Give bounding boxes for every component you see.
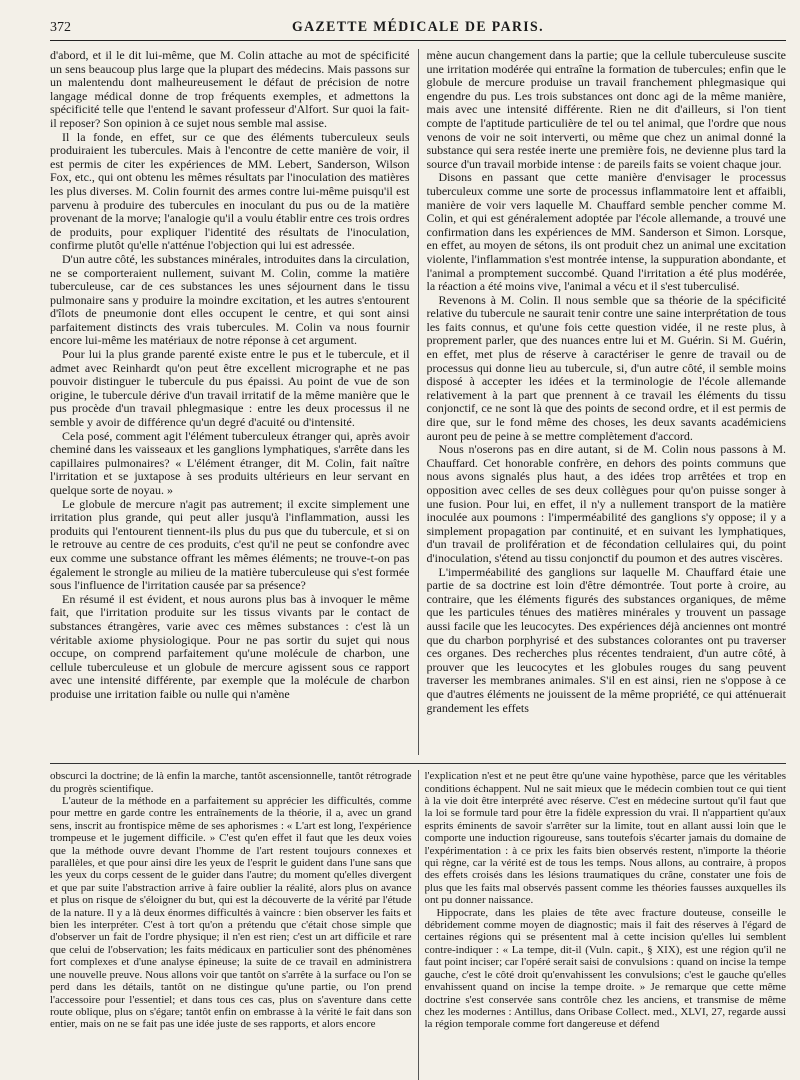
- paragraph: d'abord, et il le dit lui-même, que M. Colin attache au mot de spécificité un sens beaucoup plus large que la plupart des médecins. Mais passons sur un malentendu dont malheureusement le défaut de précision de notre langage médical donne de trop fréquents exemples, et admettons la spécificité telle que l'entend le savant professeur d'Alfort. Sur quoi la fait-il reposer? Son opinion à ce sujet nous semble mal assise.: [50, 49, 410, 130]
- column-rule: [418, 770, 419, 1080]
- paragraph: Cela posé, comment agit l'élément tuberculeux étranger qui, après avoir cheminé dans les vaisseaux et les ganglions lymphatiques, s'arrête dans les capillaires pulmonaires? « L'élément étranger, dit M. Colin, fait naître l'irritation et se juxtapose à ses produits ultérieurs en leur servant en quelque sorte de noyau. »: [50, 428, 410, 497]
- paragraph: L'imperméabilité des ganglions sur laquelle M. Chauffard étaie une partie de sa doctrine est loin d'être démontrée. Tout porte à croire, au contraire, que les éléments figurés des substances organiques, de même que les particules ténues des matières minérales y trouvent un passage aussi facile que les leucocytes. Des expériences déjà anciennes ont montré que du charbon porphyrisé et des substances colorantes ont pu traverser ces organes. Des recherches plus récentes tendraient, d'un autre côté, à prouver que les leucocytes et les globules rouges du sang peuvent traverser les membranes animales. S'il en est ainsi, rien ne s'oppose à ce que d'autres éléments ne jouissent de la même propriété, ce qui atténuerait grandement les effets: [426, 564, 786, 715]
- paragraph: l'explication n'est et ne peut être qu'une vaine hypothèse, parce que les véritables conditions échappent. Nul ne sait mieux que le médecin combien tout ce qui tient à la vie doit être interprété avec réserve. C'est en médecine surtout qu'il faut que la loi se formule tard pour être la fidèle expression du vrai. Il n'appartient qu'aux esprits éminents de savoir s'arrêter sur la limite, tout en allant aussi loin que le comporte une induction rigoureuse, sans toutefois s'écarter jamais du domaine de l'expérimentation : à ce prix les faits bien observés restent, n'importe la théorie qui règne, car la vérité est de tous les temps. Nous allons, au contraire, à propos des effets croisés dans les lésions traumatiques du crâne, constater une fois de plus que les faits mal observés passent comme les théories fausses auxquelles ils ont pu donner naissance.: [424, 770, 786, 907]
- feuilleton: [50, 770, 786, 1080]
- paragraph: Il la fonde, en effet, sur ce que des éléments tuberculeux seuls produiraient les tubercules. Mais à l'encontre de cette manière de voir, il est permis de citer les expériences de MM. Lebert, Sanderson, Wilson Fox, etc., qui ont obtenu les mêmes résultats par l'inoculation des matières les plus diverses. M. Colin fournit des armes contre lui-même puisqu'il est parvenu à produire des tubercules en inoculant du pus ou de la matière provenant de la morve; l'analogie qu'il a voulu établir entre ces trois ordres de produits, pour expliquer l'identité des résultats de l'inoculation, confirme plutôt qu'elle n'atténue l'objection qui lui est adressée.: [50, 129, 410, 253]
- paragraph: Pour lui la plus grande parenté existe entre le pus et le tubercule, et il admet avec Reinhardt qu'on peut être excellent micrographe et ne pas pouvoir distinguer le tubercule du pus épaissi. Au point de vue de son origine, le tubercule dérive d'un travail irritatif de la même manière que le pus procède d'un travail phlegmasique : entre les deux processus il ne semble y avoir de différence qu'un degré d'acuité ou d'intensité.: [50, 347, 410, 430]
- bottom-right-column: [425, 770, 787, 1080]
- paragraph: L'auteur de la méthode en a parfaitement su apprécier les difficultés, comme pour mettre en garde contre les entraînements de la théorie, il a, avec un grand sens, inscrit au frontispice même de ses aphorismes : « L'art est long, l'expérience trompeuse et le jugement difficile. » C'est qu'en effet il faut que les deux voies que la méthode ouvre devant l'homme de l'art restent toujours connexes et parallèles, et que pour ainsi dire les yeux de l'esprit le guident dans l'une sans que les yeux du corps cessent de le guider dans l'autre; du moment qu'elles divergent et que par suite l'abstraction arrive à faire oublier la réalité, alors plus on avance et plus on risque de s'éloigner du but, qui est la découverte de la vérité par l'étude de la nature. Il y a là deux énormes difficultés à vaincre : bien observer les faits et bien les interpréter. C'est à tort qu'on a prétendu que c'était chose simple que d'observer un fait de l'ordre physique; il n'en est rien; c'est un art difficile et rare que celui de l'observation; les faits médicaux en particulier sont des phénomènes fort complexes et d'une analyse épineuse; la suite de ce travail en administrera une nouvelle preuve. Nous allons voir que tantôt on s'arrête à la surface ou l'on se perd dans les détails, tantôt on ne distingue qu'une partie, ou l'on prend l'accessoire pour l'essentiel; et dans tous ces cas, plus on s'aventure dans cette route oblique, plus on s'égare; tantôt enfin on embrasse à la vérité le fait dans son entier, mais on ne se fait pas une idée juste de ses rapports, et alors encore: [50, 795, 412, 1031]
- page-number: 372: [50, 20, 71, 35]
- top-right-column: [427, 49, 787, 755]
- paragraph: Nous n'oserons pas en dire autant, si de M. Colin nous passons à M. Chauffard. Cet honorable confrère, en dehors des points communs que nous avons signalés plus haut, a des idées trop arrêtées et trop en opposition avec celles de ses deux collègues pour qu'on puisse songer à une fusion. Pour lui, en effet, il n'y a nullement transport de la matière inoculée aux poumons : l'imperméabilité des ganglions s'y oppose; il y a simplement propagation par continuité, et en suivant les lymphatiques, d'un travail de prolifération et de fécondation cellulaires qui, du point d'inoculation, s'étend au tissu conjonctif du poumon et des autres viscères.: [426, 442, 786, 565]
- paragraph: Le globule de mercure n'agit pas autrement; il excite simplement une irritation plus grande, qui peut aller jusqu'à l'inflammation, aussi les produits qui l'entourent tiennent-ils plus du pus que du tubercule, et si on le retrouve au centre de ces produits, c'est qu'il ne peut se confondre avec eux comme une substance offrant les mêmes éléments; ne trouve-t-on pas également le strongle au milieu de la matière tuberculeuse qui s'est formée sous l'influence de l'irritation causée par sa présence?: [50, 496, 410, 593]
- paragraph: Hippocrate, dans les plaies de tête avec fracture douteuse, conseille le débridement comme moyen de diagnostic; mais il fait des réserves à l'égard de certaines régions qui se présentent mal à cette incision qu'elles lui semblent contre-indiquer : « La tempe, dit-il (Vuln. capit., § XIX), est une région qu'il ne faut point inciser; car l'opéré serait saisi de convulsions : quand on incise la tempe gauche, c'est le côté droit qu'envahissent les convulsions; c'est le gauche qu'elles envahissent quand on incise la tempe droite. » Je remarque que cette même doctrine s'est conservée sans contrôle chez les anciens, et transmise de même chez les modernes : Antillus, dans Oribase Collect. med., XLVI, 27, regarde aussi la région temporale comme fort dangereuse et défend: [424, 906, 786, 1031]
- paragraph: En résumé il est évident, et nous aurons plus bas à invoquer le même fait, que l'irritation produite sur les tissus vivants par le contact de substances étrangères, varie avec ces mêmes substances : c'est là un véritable axiome physiologique. Pour ne pas sortir du sujet qui nous occupe, on comprend parfaitement qu'une molécule de charbon, une cellule tuberculeuse et un globule de mercure agissent sous ce rapport avec une intensité différente, par exemple que la molécule de charbon produise une irritation faible ou nulle qui n'amène: [50, 591, 410, 701]
- top-left-column: [50, 49, 410, 755]
- section-divider: [50, 763, 786, 764]
- running-header: [50, 10, 786, 41]
- paragraph: Revenons à M. Colin. Il nous semble que sa théorie de la spécificité relative du tubercule ne saurait tenir contre une saine interprétation de tous les faits connus, et qu'une fois cette question vidée, il ne reste plus, à proprement parler, que des nuances entre lui et M. Guérin. Si M. Guérin, en effet, met plus de réserve à caractériser le genre de travail ou de processus qui donne lieu au tubercule, si, d'un autre côté, il semble moins disposé à accepter les idées et la terminologie de l'école allemande relativement à la part que prennent à ce travail les éléments du tissu conjonctif, ce ne sont là que des points de second ordre, et il est permis de dire que, sur le fond même des choses, les deux savants académiciens auront peu de peine à se mettre complètement d'accord.: [426, 292, 786, 443]
- paragraph: Disons en passant que cette manière d'envisager le processus tuberculeux comme une sorte de processus inflammatoire lent et affaibli, manière de voir vers laquelle M. Chauffard semble pencher comme M. Colin, et qui est généralement adoptée par l'école allemande, a trouvé une confirmation dans les expériences de MM. Sanderson et Simon. Lorsque, en effet, au moyen de sétons, ils ont produit chez un animal une excitation violente, l'inflammation s'est montrée intense, la suppuration abondante, et l'animal a promptement succombé. Quand l'irritation a été plus modérée, la réaction a été moins vive, l'animal a vécu et il s'est tuberculisé.: [426, 170, 786, 294]
- paragraph: D'un autre côté, les substances minérales, introduites dans la circulation, ne se comporteraient nullement, suivant M. Colin, comme la matière tuberculeuse, car de ces substances les unes séjournent dans le tissu pulmonaire sans y produire la moindre excitation, et les autres s'entourent d'îlots de pneumonie dont elles occupent le centre, et qui sont ainsi parfaitement distincts des vrais tubercules. M. Colin va nous fournir encore lui-même les matériaux de notre réponse à cet argument.: [50, 251, 410, 348]
- top-article: [50, 49, 786, 755]
- paragraph: obscurci la doctrine; de là enfin la marche, tantôt ascensionnelle, tantôt rétrograde du progrès scientifique.: [50, 770, 412, 795]
- column-rule: [418, 49, 419, 755]
- bottom-left-column: [50, 770, 412, 1080]
- journal-title: GAZETTE MÉDICALE DE PARIS.: [292, 19, 544, 35]
- paragraph: mène aucun changement dans la partie; que la cellule tuberculeuse suscite une irritation modérée qui entraîne la formation de tubercules; enfin que le globule de mercure produise un travail franchement phlegmasique qui engendre du pus. Les trois substances ont donc agi de la même manière, mais avec une intensité différente. Rien ne dit d'ailleurs, si l'on tient compte de l'aptitude particulière de tel ou tel animal, que l'ordre que nous venons de voir ne soit interverti, ou même que chez un animal donné la substance qui sera restée inerte une première fois, ne devienne plus tard la source d'un travail morbide intense : de pareils faits se voient chaque jour.: [426, 49, 786, 171]
